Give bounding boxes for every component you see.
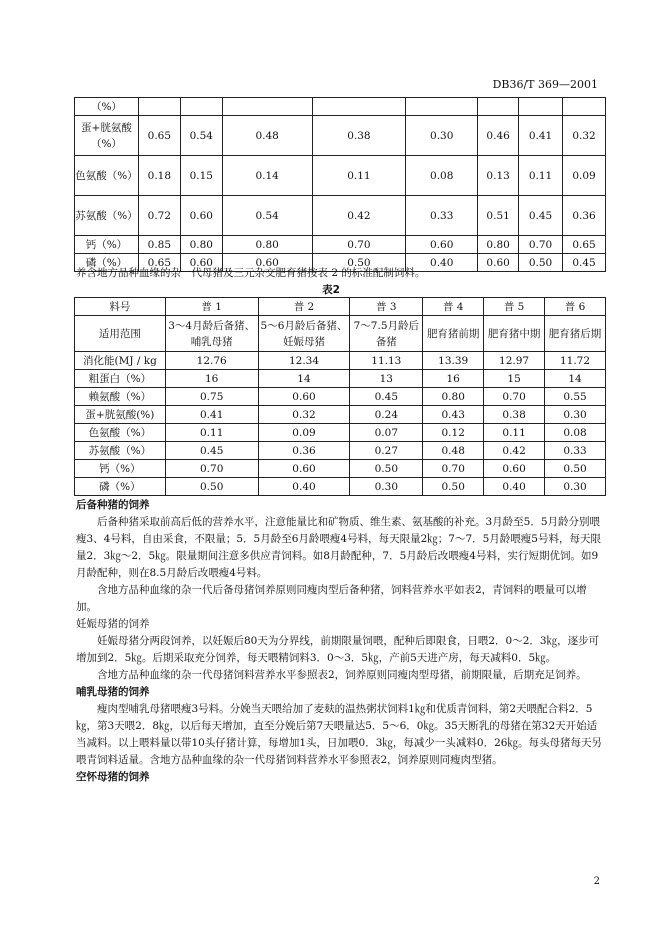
- table-cell: 0.70: [484, 388, 545, 406]
- table-cell: 0.11: [312, 156, 406, 196]
- table-row: [75, 196, 606, 236]
- table-row: [75, 298, 606, 316]
- table-cell: 0.50: [165, 478, 258, 496]
- table-row: [75, 98, 606, 116]
- table-row: [75, 424, 606, 442]
- table-cell: 0.50: [519, 254, 563, 272]
- row-header-cell: （%）: [75, 98, 139, 116]
- table-cell: 0.43: [423, 406, 484, 424]
- table-cell: 0.38: [312, 116, 406, 156]
- table-cell: [406, 98, 478, 116]
- table-cell: 0.41: [519, 116, 563, 156]
- table-cell: 0.30: [350, 478, 423, 496]
- table-cell: 12.76: [165, 352, 258, 370]
- table-cell: 0.36: [258, 442, 350, 460]
- table-cell: 0.51: [478, 196, 519, 236]
- table-cell: 0.45: [350, 388, 423, 406]
- table-2: [74, 297, 606, 496]
- table-cell: 0.60: [478, 254, 519, 272]
- table-cell: 普 6: [545, 298, 606, 316]
- table-cell: 0.24: [350, 406, 423, 424]
- table-cell: 0.11: [519, 156, 563, 196]
- table-cell: 16: [165, 370, 258, 388]
- row-header-cell: 苏氨酸（%）: [75, 196, 139, 236]
- table-cell: [563, 98, 606, 116]
- row-header-cell: 钙（%）: [75, 236, 139, 254]
- table-cell: 0.40: [484, 478, 545, 496]
- table-cell: 0.45: [519, 196, 563, 236]
- table-cell: 0.36: [563, 196, 606, 236]
- table-cell: 12.97: [484, 352, 545, 370]
- paragraph: 妊娠母猪分两段饲养，以妊娠后80天为分界线，前期限量饲喂，配种后即限食，日喂2．0～2．3㎏，逐步可增加到2．5㎏。后期采取充分饲养，每天喂精饲料3．0～3．5㎏，产前5天进产房，每天减料0．5㎏。: [76, 635, 600, 664]
- table-cell: 0.09: [563, 156, 606, 196]
- table-cell: 肥育猪后期: [545, 316, 606, 352]
- row-header-cell: 苏氨酸（%）: [75, 442, 166, 460]
- table-cell: 0.55: [545, 388, 606, 406]
- table-cell: [180, 98, 222, 116]
- table-cell: 0.65: [138, 116, 180, 156]
- table-cell: 0.08: [406, 156, 478, 196]
- table-cell: 0.42: [312, 196, 406, 236]
- table-cell: 15: [484, 370, 545, 388]
- page-number: 2: [593, 876, 600, 887]
- table-cell: 0.80: [180, 236, 222, 254]
- table-cell: 0.18: [138, 156, 180, 196]
- row-header-cell: 适用范围: [75, 316, 166, 352]
- row-header-cell: 赖氨酸（%）: [75, 388, 166, 406]
- table-cell: 7～7.5月龄后备猪: [350, 316, 423, 352]
- table-2-caption: 表2: [322, 284, 340, 296]
- table-cell: 0.32: [258, 406, 350, 424]
- table-cell: 0.60: [484, 460, 545, 478]
- table-cell: 普 5: [484, 298, 545, 316]
- table-cell: 12.34: [258, 352, 350, 370]
- row-header-cell: 磷（%）: [75, 478, 166, 496]
- row-header-cell: 消化能(MJ / kg: [75, 352, 166, 370]
- table-cell: 0.07: [350, 424, 423, 442]
- table-cell: 0.70: [519, 236, 563, 254]
- table-cell: 0.42: [484, 442, 545, 460]
- table-cell: 0.60: [180, 254, 222, 272]
- table-row: [75, 316, 606, 352]
- table-cell: 普 1: [165, 298, 258, 316]
- table-cell: 3～4月龄后备猪、哺乳母猪: [165, 316, 258, 352]
- table-cell: 肥育猪前期: [423, 316, 484, 352]
- table-cell: 0.30: [545, 406, 606, 424]
- table-cell: 11.13: [350, 352, 423, 370]
- table-cell: 0.75: [165, 388, 258, 406]
- table-row: [75, 352, 606, 370]
- table-cell: 0.60: [222, 254, 312, 272]
- table-cell: 0.45: [165, 442, 258, 460]
- table-cell: 0.15: [180, 156, 222, 196]
- table-cell: 0.50: [312, 254, 406, 272]
- table-cell: 0.80: [478, 236, 519, 254]
- table-row: [75, 460, 606, 478]
- row-header-cell: 蛋+胱氨酸（%）: [75, 116, 139, 156]
- table-cell: 肥育猪中期: [484, 316, 545, 352]
- table-cell: 0.54: [180, 116, 222, 156]
- table-cell: 0.40: [258, 478, 350, 496]
- body-text: [76, 497, 606, 786]
- table-row: [75, 236, 606, 254]
- table-cell: 0.85: [138, 236, 180, 254]
- table-cell: 0.30: [545, 478, 606, 496]
- row-header-cell: 磷（%）: [75, 254, 139, 272]
- table-cell: 0.12: [423, 424, 484, 442]
- section-title: 后备种猪的饲养: [76, 499, 150, 511]
- table-note: 养含地方品种血缘的杂一代母猪及三元杂交肥育猪按表 2 的标准配制饲料。: [76, 267, 426, 279]
- table-cell: 0.70: [423, 460, 484, 478]
- table-cell: 0.32: [563, 116, 606, 156]
- table-1-continued: [74, 97, 606, 272]
- paragraph: 含地方品种血缘的杂一代母猪饲料营养水平参照表2，饲养原则同瘦肉型母猪，前期限量，后期充足饲养。: [97, 669, 587, 681]
- table-cell: 16: [423, 370, 484, 388]
- row-header-cell: 料号: [75, 298, 166, 316]
- table-cell: 0.30: [406, 116, 478, 156]
- table-cell: 0.33: [406, 196, 478, 236]
- table-row: [75, 156, 606, 196]
- table-cell: 0.50: [350, 460, 423, 478]
- row-header-cell: 色氨酸（%）: [75, 156, 139, 196]
- table-row: [75, 406, 606, 424]
- table-cell: 14: [258, 370, 350, 388]
- section-title: 空怀母猪的饲养: [76, 771, 150, 783]
- row-header-cell: 粗蛋白（%）: [75, 370, 166, 388]
- table-cell: 0.54: [222, 196, 312, 236]
- table-cell: 0.80: [222, 236, 312, 254]
- table-cell: 0.80: [423, 388, 484, 406]
- row-header-cell: 钙（%）: [75, 460, 166, 478]
- table-cell: 0.65: [563, 236, 606, 254]
- row-header-cell: 蛋+胱氨酸(%): [75, 406, 166, 424]
- table-cell: 0.08: [545, 424, 606, 442]
- table-cell: 0.60: [180, 196, 222, 236]
- table-cell: 普 4: [423, 298, 484, 316]
- table-cell: 0.33: [545, 442, 606, 460]
- row-header-cell: 色氨酸（%）: [75, 424, 166, 442]
- table-cell: 0.70: [312, 236, 406, 254]
- table-cell: 普 2: [258, 298, 350, 316]
- table-cell: 0.45: [563, 254, 606, 272]
- table-row: [75, 116, 606, 156]
- table-cell: [138, 98, 180, 116]
- table-cell: 0.65: [138, 254, 180, 272]
- table-cell: 0.60: [406, 236, 478, 254]
- table-cell: [312, 98, 406, 116]
- table-cell: [478, 98, 519, 116]
- paragraph: 含地方品种血缘的杂一代后备母猪饲养原则同瘦肉型后备种猪，饲料营养水平如表2，青饲料的喂量可以增加。: [76, 584, 587, 613]
- table-cell: 0.50: [423, 478, 484, 496]
- table-cell: 0.70: [165, 460, 258, 478]
- table-cell: 0.14: [222, 156, 312, 196]
- paragraph: 瘦肉型哺乳母猪喂瘦3号料。分娩当天喂给加了麦麸的温热粥状饲料1㎏和优质青饲料，第2天喂配合料2．5㎏，第3天喂2．8㎏，以后每天增加，直至分娩后第7天喂量达5．5～6．0㎏。35天断乳的母猪在第32天开始适当减料。以上喂料量以带10头仔猪计算，每增加1头，日加喂0．3㎏，每减少一头减料0．26㎏。每头母猪每天另喂青饲料适量。含地方品种血缘的杂一代母猪饲料营养水平参照表2，饲养原则同瘦肉型猪。: [76, 703, 602, 766]
- document-id: DB36/T 369—2001: [492, 78, 598, 91]
- table-cell: 0.48: [222, 116, 312, 156]
- table-cell: [222, 98, 312, 116]
- table-row: [75, 370, 606, 388]
- table-row: [75, 478, 606, 496]
- table-cell: 0.38: [484, 406, 545, 424]
- table-cell: 0.50: [545, 460, 606, 478]
- table-cell: 0.27: [350, 442, 423, 460]
- paragraph: 后备种猪采取前高后低的营养水平，注意能量比和矿物质、维生素、氨基酸的补充。3月龄至5．5月龄分别喂瘦3、4号料，自由采食，不限量；5．5月龄至6月龄喂瘦4号料，每天限量2㎏；7～7．5月龄喂瘦5号料，每天限量2．3㎏～2．5㎏。限量期间注意多供应青饲料。如8月龄配种，7．5月龄后改喂瘦4号料，实行短期优饲。如9月龄配种，则在8.5月龄后改喂瘦4号料。: [76, 516, 601, 579]
- table-cell: 11.72: [545, 352, 606, 370]
- table-cell: 0.48: [423, 442, 484, 460]
- table-cell: [519, 98, 563, 116]
- table-cell: 0.40: [406, 254, 478, 272]
- section-title: 妊娠母猪的饲养: [76, 618, 150, 630]
- table-cell: 14: [545, 370, 606, 388]
- table-cell: 13.39: [423, 352, 484, 370]
- table-row: [75, 442, 606, 460]
- table-cell: 普 3: [350, 298, 423, 316]
- table-row: [75, 388, 606, 406]
- table-cell: 0.13: [478, 156, 519, 196]
- section-title: 哺乳母猪的饲养: [76, 686, 150, 698]
- table-cell: 0.46: [478, 116, 519, 156]
- table-cell: 5～6月龄后备猪、妊娠母猪: [258, 316, 350, 352]
- table-cell: 13: [350, 370, 423, 388]
- table-cell: 0.60: [258, 388, 350, 406]
- table-cell: 0.72: [138, 196, 180, 236]
- table-cell: 0.60: [258, 460, 350, 478]
- table-cell: 0.41: [165, 406, 258, 424]
- table-cell: 0.11: [165, 424, 258, 442]
- table-cell: 0.11: [484, 424, 545, 442]
- table-cell: 0.09: [258, 424, 350, 442]
